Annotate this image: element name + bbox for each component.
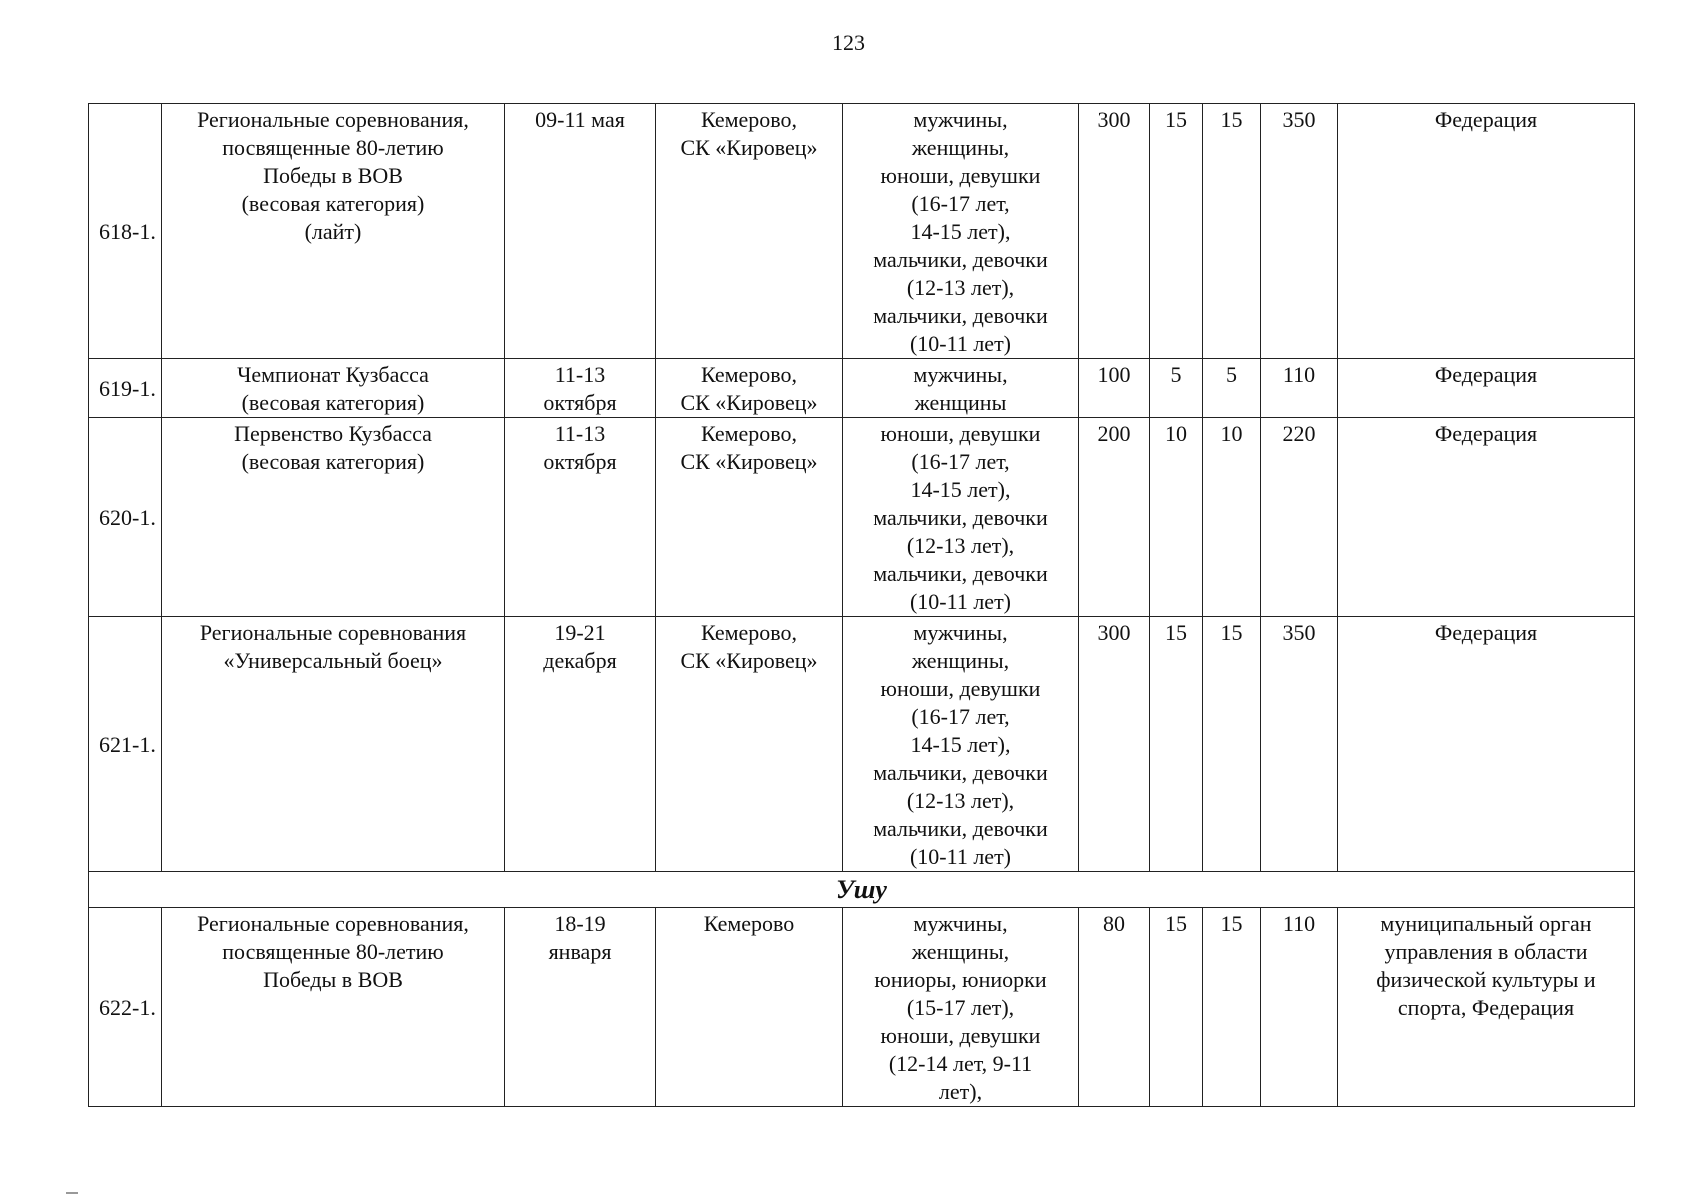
row-number: 618-1. (89, 104, 162, 359)
row-number: 621-1. (89, 617, 162, 872)
event-participants: мужчины, женщины (843, 359, 1079, 418)
table-row (89, 617, 1635, 872)
count-cell: 100 (1079, 359, 1150, 418)
row-number: 620-1. (89, 418, 162, 617)
event-place: Кемерово, СК «Кировец» (656, 418, 843, 617)
table-row (89, 359, 1635, 418)
event-participants: мужчины, женщины, юноши, девушки (16-17 лет, 14-15 лет), мальчики, девочки (12-13 лет), мальчики, девочки (10-11 лет) (843, 104, 1079, 359)
count-cell: 15 (1203, 104, 1261, 359)
events-table (88, 103, 1635, 1107)
event-participants: мужчины, женщины, юноши, девушки (16-17 лет, 14-15 лет), мальчики, девочки (12-13 лет), мальчики, девочки (10-11 лет) (843, 617, 1079, 872)
count-cell: 350 (1261, 104, 1338, 359)
event-dates: 11-13 октября (505, 418, 656, 617)
count-cell: 200 (1079, 418, 1150, 617)
event-name: Чемпионат Кузбасса (весовая категория) (162, 359, 505, 418)
count-cell: 15 (1150, 908, 1203, 1107)
event-organizer: муниципальный орган управления в области физической культуры и спорта, Федерация (1338, 908, 1635, 1107)
event-name: Региональные соревнования, посвященные 80-летию Победы в ВОВ (162, 908, 505, 1107)
table-row (89, 104, 1635, 359)
count-cell: 110 (1261, 908, 1338, 1107)
event-name: Региональные соревнования, посвященные 80-летию Победы в ВОВ (весовая категория) (лайт) (162, 104, 505, 359)
count-cell: 15 (1150, 104, 1203, 359)
table-row (89, 418, 1635, 617)
event-dates: 09-11 мая (505, 104, 656, 359)
event-dates: 11-13 октября (505, 359, 656, 418)
count-cell: 5 (1150, 359, 1203, 418)
count-cell: 15 (1203, 908, 1261, 1107)
table-row (89, 908, 1635, 1107)
event-participants: мужчины, женщины, юниоры, юниорки (15-17 лет), юноши, девушки (12-14 лет, 9-11 лет), (843, 908, 1079, 1107)
event-place: Кемерово (656, 908, 843, 1107)
event-organizer: Федерация (1338, 104, 1635, 359)
event-dates: 19-21 декабря (505, 617, 656, 872)
section-title: Ушу (89, 872, 1635, 908)
count-cell: 10 (1203, 418, 1261, 617)
count-cell: 300 (1079, 104, 1150, 359)
event-name: Региональные соревнования «Универсальный боец» (162, 617, 505, 872)
count-cell: 15 (1203, 617, 1261, 872)
page-corner-mark (66, 1192, 78, 1194)
section-row (89, 872, 1635, 908)
event-participants: юноши, девушки (16-17 лет, 14-15 лет), мальчики, девочки (12-13 лет), мальчики, девочки (10-11 лет) (843, 418, 1079, 617)
event-organizer: Федерация (1338, 617, 1635, 872)
count-cell: 350 (1261, 617, 1338, 872)
event-place: Кемерово, СК «Кировец» (656, 359, 843, 418)
page-number: 123 (832, 30, 865, 55)
row-number: 619-1. (89, 359, 162, 418)
event-organizer: Федерация (1338, 418, 1635, 617)
event-place: Кемерово, СК «Кировец» (656, 104, 843, 359)
count-cell: 220 (1261, 418, 1338, 617)
event-organizer: Федерация (1338, 359, 1635, 418)
event-name: Первенство Кузбасса (весовая категория) (162, 418, 505, 617)
count-cell: 5 (1203, 359, 1261, 418)
count-cell: 80 (1079, 908, 1150, 1107)
event-place: Кемерово, СК «Кировец» (656, 617, 843, 872)
count-cell: 110 (1261, 359, 1338, 418)
count-cell: 15 (1150, 617, 1203, 872)
count-cell: 300 (1079, 617, 1150, 872)
row-number: 622-1. (89, 908, 162, 1107)
count-cell: 10 (1150, 418, 1203, 617)
event-dates: 18-19 января (505, 908, 656, 1107)
